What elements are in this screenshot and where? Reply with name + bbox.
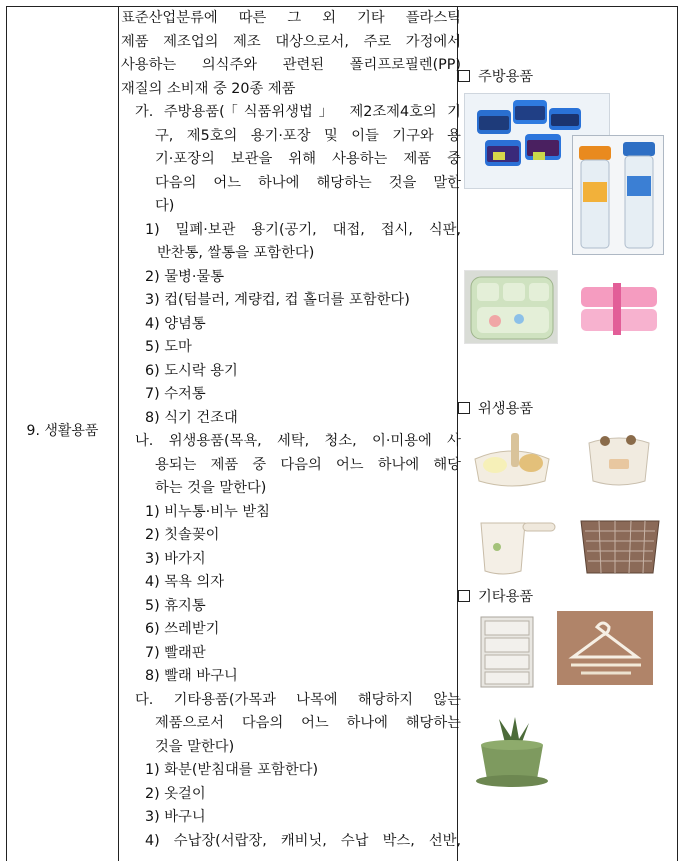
description-line: 나. 위생용품(목욕, 세탁, 청소, 이·미용에 사 [135, 433, 461, 449]
section-header-kitchen: 주방용품 [458, 66, 533, 86]
lunch-box-photo [572, 274, 664, 342]
description-line: 4) 목욕 의자 [145, 574, 225, 590]
description-line: 하는 것을 말한다) [155, 480, 267, 496]
flower-pot-photo [464, 716, 558, 790]
description-line: 4) 양념통 [145, 315, 206, 332]
description-line: 2) 칫솔꽂이 [145, 527, 220, 543]
description-line: 4) 수납장(서랍장, 캐비닛, 수납 박스, 선반, [145, 832, 461, 849]
category-cell: 9. 생활용품 [26, 423, 99, 439]
description-line: 1) 화분(받침대를 포함한다) [145, 762, 319, 778]
section-header-other: 기타용품 [458, 586, 533, 606]
description-line: 반찬통, 쌀통을 포함한다) [157, 245, 315, 261]
description-line: 제품으로서 다음의 어느 하나에 해당하는 [155, 715, 461, 731]
description-line: 다음의 어느 하나에 해당하는 것을 말한 [155, 174, 461, 191]
water-bottles-photo [572, 135, 664, 255]
meal-tray-photo [464, 270, 558, 344]
description-line: 3) 바가지 [145, 550, 206, 567]
description-line: 제품 제조업의 제조 대상으로서, 주로 가정에서 [121, 33, 461, 50]
description-line: 5) 휴지통 [145, 597, 206, 614]
description-line: 재질의 소비재 중 20종 제품 [121, 80, 296, 97]
soap-dish-photo [464, 422, 558, 494]
description-line: 8) 빨래 바구니 [145, 668, 238, 684]
hangers-photo [556, 610, 654, 686]
description-line: 사용하는 의식주와 관련된 폴리프로필렌(PP) [121, 57, 461, 73]
description-line: 8) 식기 건조대 [145, 409, 238, 426]
description-line: 기·포장의 보관을 위해 사용하는 제품 중 [155, 151, 461, 167]
checkbox-square-icon [458, 590, 470, 602]
description-line: 1) 비누통·비누 받침 [145, 503, 270, 520]
section-header-hygiene: 위생용품 [458, 398, 533, 418]
toothbrush-holder-photo [572, 422, 664, 492]
drawer-cabinet-photo [464, 610, 548, 690]
checkbox-square-icon [458, 70, 470, 82]
description-line: 1) 밀폐·보관 용기(공기, 대접, 접시, 식판, [145, 221, 461, 238]
description-line: 5) 도마 [145, 339, 192, 355]
description-line: 3) 바구니 [145, 809, 206, 825]
laundry-basket-photo [574, 512, 664, 578]
description-cell [121, 7, 461, 853]
description-line: 가. 주방용품(「식품위생법」 제2조제4호의 기 [135, 104, 461, 120]
description-line: 2) 물병·물통 [145, 268, 225, 285]
checkbox-square-icon [458, 402, 470, 414]
column-divider [118, 7, 119, 861]
description-line: 6) 쓰레받기 [145, 621, 220, 637]
description-line: 다) [155, 198, 175, 214]
description-line: 다. 기타용품(가목과 나목에 해당하지 않는 [135, 691, 461, 708]
description-line: 2) 옷걸이 [145, 785, 206, 802]
description-line: 것을 말한다) [155, 738, 235, 755]
description-line: 7) 수저통 [145, 386, 206, 402]
description-line: 3) 컵(텀블러, 계량컵, 컵 홀더를 포함한다) [145, 292, 410, 308]
description-line: 용되는 제품 중 다음의 어느 하나에 해당 [155, 456, 461, 473]
water-dipper-photo [474, 512, 558, 578]
description-line: 구, 제5호의 용기·포장 및 이들 기구와 용 [155, 127, 461, 144]
description-line: 표준산업분류에 따른 그 외 기타 플라스틱 [121, 10, 461, 26]
description-line: 6) 도시락 용기 [145, 362, 238, 379]
description-line: 7) 빨래판 [145, 644, 206, 661]
